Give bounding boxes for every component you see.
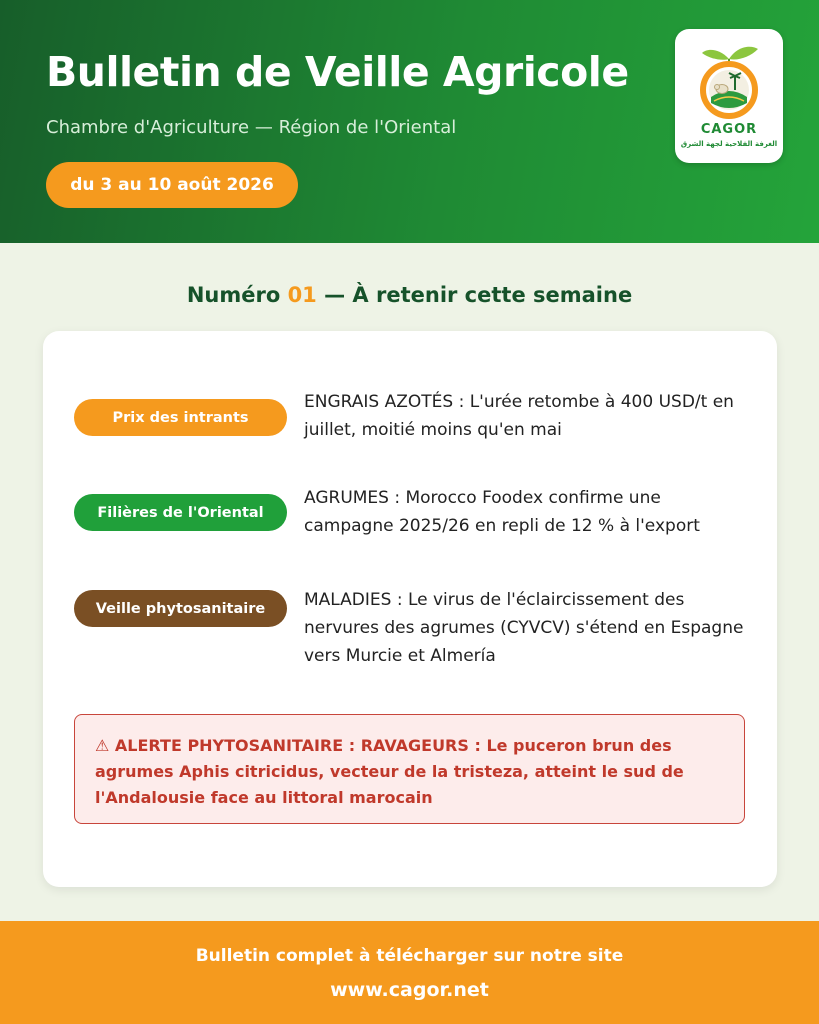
footer-cta: Bulletin complet à télécharger sur notre site [195,946,624,966]
category-tag: Prix des intrants [74,399,287,436]
header-banner [0,0,819,243]
logo-arabic-text: الغرفة الفلاحية لجهة الشرق [680,140,778,148]
issue-number: 01 [287,283,317,307]
news-card [43,331,777,887]
cagor-logo-icon [694,43,764,121]
issue-heading [0,283,819,307]
website-link[interactable]: www.cagor.net [330,979,489,1001]
cagor-logo [675,29,783,163]
alert-text: ⚠ ALERTE PHYTOSANITAIRE : RAVAGEURS : Le puceron brun des agrumes Aphis citricidus, vecteur de la tristeza, atteint le sud de l'Andalousie face au littoral marocain [95,736,684,807]
page-title: Bulletin de Veille Agricole [46,48,629,96]
news-item-text: MALADIES : Le virus de l'éclaircissement des nervures des agrumes (CYVCV) s'étend en Espagne vers Murcie et Almería [304,590,744,666]
issue-suffix: — À retenir cette semaine [316,283,633,307]
news-item-text: ENGRAIS AZOTÉS : L'urée retombe à 400 USD/t en juillet, moitié moins qu'en mai [304,392,734,440]
phyto-alert-box [74,714,745,824]
news-item-text: AGRUMES : Morocco Foodex confirme une campagne 2025/26 en repli de 12 % à l'export [304,488,700,536]
footer-banner [0,921,819,1024]
category-tag: Filières de l'Oriental [74,494,287,531]
category-tag: Veille phytosanitaire [74,590,287,627]
page-subtitle: Chambre d'Agriculture — Région de l'Oriental [46,117,457,138]
date-range-badge: du 3 au 10 août 2026 [46,162,298,208]
issue-prefix: Numéro [186,283,288,307]
logo-name: CAGOR [700,122,758,137]
